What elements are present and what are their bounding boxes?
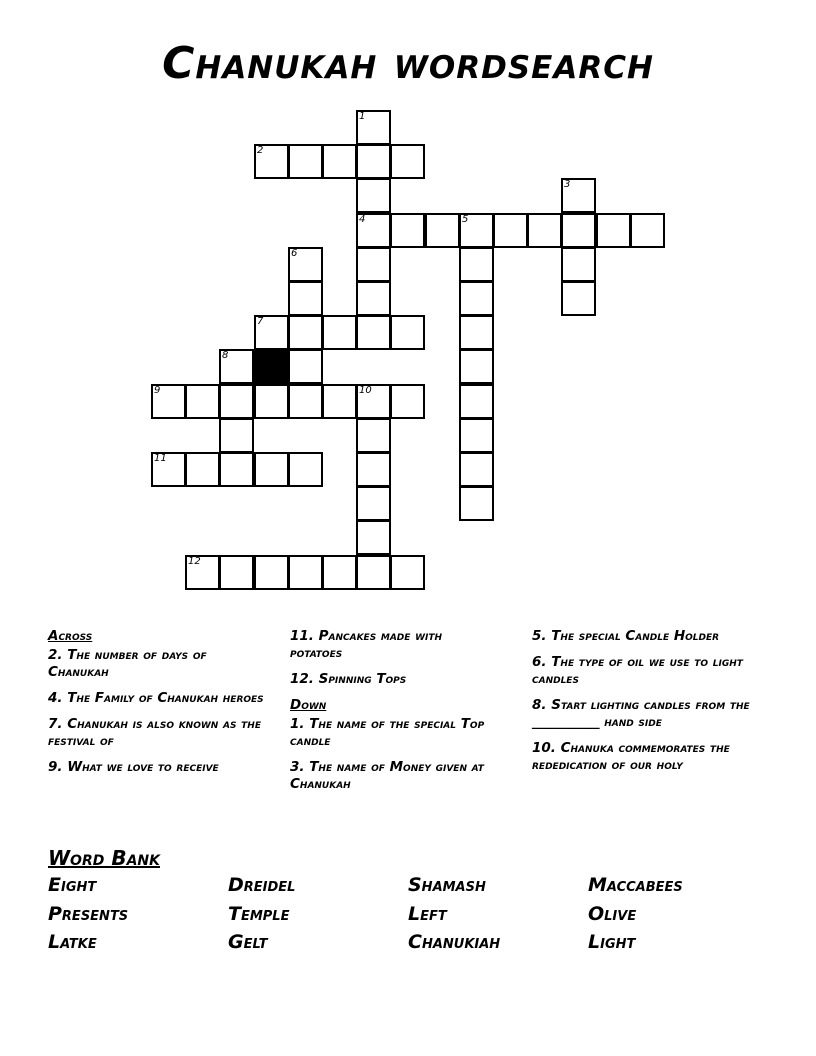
word-bank-item: Shamash: [408, 874, 486, 896]
crossword-cell[interactable]: [561, 281, 596, 316]
word-bank-item: Chanukiah: [408, 931, 501, 953]
clue-number: 10: [359, 385, 372, 396]
across-clues-column-1: [48, 628, 268, 785]
word-bank-item: Temple: [228, 903, 290, 925]
across-heading: Across: [48, 628, 93, 644]
crossword-cell[interactable]: [527, 213, 562, 248]
crossword-cell[interactable]: [185, 555, 220, 590]
crossword-cell[interactable]: [459, 452, 494, 487]
clue-number: 11: [154, 453, 167, 464]
crossword-cell[interactable]: [356, 213, 391, 248]
crossword-cell[interactable]: [459, 486, 494, 521]
crossword-cell[interactable]: [185, 384, 220, 419]
crossword-cell[interactable]: [288, 384, 323, 419]
clue-number: 5: [462, 214, 469, 225]
crossword-cell[interactable]: [356, 452, 391, 487]
crossword-cell[interactable]: [185, 452, 220, 487]
crossword-black-cell: [254, 349, 289, 384]
clues-column-2: [290, 628, 490, 802]
down-heading: Down: [290, 697, 327, 713]
crossword-cell[interactable]: [219, 349, 254, 384]
crossword-cell[interactable]: [288, 555, 323, 590]
down-clue-6: 6. The type of oil we use to light candles: [532, 654, 743, 687]
crossword-cell[interactable]: [356, 315, 391, 350]
crossword-cell[interactable]: [561, 213, 596, 248]
crossword-cell[interactable]: [459, 213, 494, 248]
across-clue-2: 2. The number of days of Chanukah: [48, 647, 207, 680]
crossword-cell[interactable]: [459, 281, 494, 316]
crossword-cell[interactable]: [390, 384, 425, 419]
word-bank-item: Maccabees: [588, 874, 683, 896]
crossword-cell[interactable]: [425, 213, 460, 248]
crossword-cell[interactable]: [596, 213, 631, 248]
crossword-cell[interactable]: [288, 247, 323, 282]
clue-number: 12: [188, 556, 201, 567]
word-bank-title: Word Bank: [48, 846, 160, 870]
crossword-cell[interactable]: [561, 247, 596, 282]
crossword-cell[interactable]: [322, 384, 357, 419]
down-clue-8: 8. Start lighting candles from the __________ hand side: [532, 697, 750, 730]
crossword-cell[interactable]: [151, 384, 186, 419]
across-clue-9: 9. What we love to receive: [48, 759, 219, 775]
down-clue-3: 3. The name of Money given at Chanukah: [290, 759, 484, 792]
crossword-cell[interactable]: [356, 247, 391, 282]
across-clue-4: 4. The Family of Chanukah heroes: [48, 690, 264, 706]
across-clue-12: 12. Spinning Tops: [290, 671, 407, 687]
crossword-cell[interactable]: [288, 349, 323, 384]
crossword-cell[interactable]: [459, 384, 494, 419]
clue-number: 3: [564, 179, 571, 190]
clue-number: 7: [257, 316, 264, 327]
crossword-cell[interactable]: [254, 452, 289, 487]
page-title: Chanukah wordsearch: [162, 38, 654, 89]
crossword-cell[interactable]: [288, 281, 323, 316]
crossword-cell[interactable]: [356, 281, 391, 316]
crossword-cell[interactable]: [219, 452, 254, 487]
crossword-cell[interactable]: [288, 452, 323, 487]
crossword-cell[interactable]: [254, 555, 289, 590]
word-bank-item: Presents: [48, 903, 129, 925]
down-clue-10: 10. Chanuka commemorates the rededication of our holy: [532, 740, 730, 773]
word-bank-item: Latke: [48, 931, 97, 953]
crossword-cell[interactable]: [322, 555, 357, 590]
crossword-cell[interactable]: [459, 349, 494, 384]
crossword-cell[interactable]: [390, 213, 425, 248]
crossword-cell[interactable]: [561, 178, 596, 213]
word-bank-item: Light: [588, 931, 636, 953]
crossword-cell[interactable]: [288, 315, 323, 350]
word-bank-item: Gelt: [228, 931, 268, 953]
crossword-cell[interactable]: [459, 247, 494, 282]
crossword-cell[interactable]: [219, 384, 254, 419]
crossword-cell[interactable]: [322, 315, 357, 350]
crossword-cell[interactable]: [254, 384, 289, 419]
crossword-cell[interactable]: [356, 520, 391, 555]
crossword-cell[interactable]: [219, 418, 254, 453]
across-clue-7: 7. Chanukah is also known as the festival of: [48, 716, 261, 749]
clue-number: 9: [154, 385, 161, 396]
clue-number: 4: [359, 214, 366, 225]
crossword-cell[interactable]: [459, 418, 494, 453]
crossword-cell[interactable]: [356, 555, 391, 590]
down-clue-1: 1. The name of the special Top candle: [290, 716, 485, 749]
crossword-cell[interactable]: [356, 384, 391, 419]
crossword-cell[interactable]: [390, 315, 425, 350]
crossword-cell[interactable]: [459, 315, 494, 350]
clue-number: 8: [222, 350, 229, 361]
crossword-cell[interactable]: [322, 144, 357, 179]
word-bank-item: Dreidel: [228, 874, 296, 896]
crossword-cell[interactable]: [288, 144, 323, 179]
across-clue-11: 11. Pancakes made with potatoes: [290, 628, 443, 661]
clue-number: 2: [257, 145, 264, 156]
crossword-cell[interactable]: [356, 178, 391, 213]
crossword-cell[interactable]: [356, 110, 391, 145]
word-bank-item: Olive: [588, 903, 637, 925]
crossword-cell[interactable]: [254, 144, 289, 179]
word-bank-item: Eight: [48, 874, 97, 896]
crossword-cell[interactable]: [390, 555, 425, 590]
crossword-cell[interactable]: [219, 555, 254, 590]
word-bank-item: Left: [408, 903, 447, 925]
down-clue-5: 5. The special Candle Holder: [532, 628, 720, 644]
down-clues-column-3: [532, 628, 772, 783]
crossword-cell[interactable]: [356, 418, 391, 453]
crossword-cell[interactable]: [356, 486, 391, 521]
crossword-cell[interactable]: [390, 144, 425, 179]
crossword-cell[interactable]: [254, 315, 289, 350]
clue-number: 6: [291, 248, 298, 259]
crossword-cell[interactable]: [630, 213, 665, 248]
clue-number: 1: [359, 111, 366, 122]
crossword-cell[interactable]: [151, 452, 186, 487]
crossword-cell[interactable]: [356, 144, 391, 179]
crossword-cell[interactable]: [493, 213, 528, 248]
